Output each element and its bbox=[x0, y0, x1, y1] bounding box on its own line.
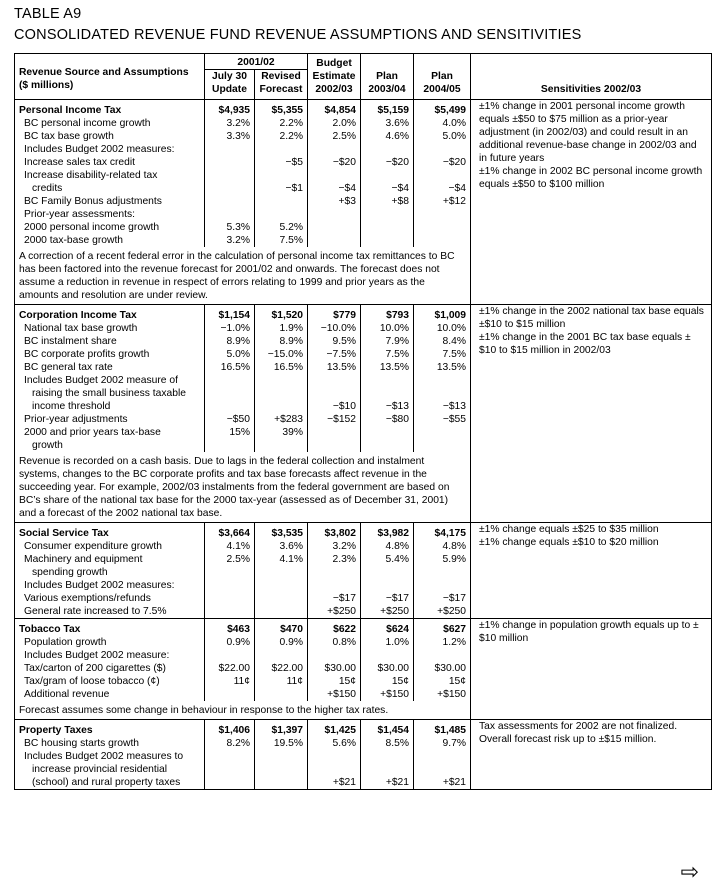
row-label: increase provincial residential bbox=[15, 763, 205, 776]
row-value-revised: 19.5% bbox=[255, 737, 308, 750]
row-value-plan-2004 bbox=[414, 221, 471, 234]
row-value-budget: 9.5% bbox=[308, 335, 361, 348]
row-value-budget: $30.00 bbox=[308, 662, 361, 675]
row-value-july30: −1.0% bbox=[205, 322, 255, 335]
row-label: Tax/gram of loose tobacco (¢) bbox=[15, 675, 205, 688]
table-body bbox=[15, 100, 712, 790]
row-value-july30 bbox=[205, 566, 255, 579]
row-value-revised bbox=[255, 776, 308, 790]
row-value-plan-2003: 7.9% bbox=[361, 335, 414, 348]
row-label: Increase sales tax credit bbox=[15, 156, 205, 169]
section-total-plan-2003: $3,982 bbox=[361, 527, 414, 540]
row-value-revised: −$5 bbox=[255, 156, 308, 169]
sensitivity-text: ±1% change in 2001 personal income growth equals ±$50 to $75 million as a prior-year adjustment (in 2002/03) and could result in an additional revenue-base change in 2002/03 and in future years ±1% change in 2002 BC personal income growth equals ±$50 to $100 million bbox=[471, 100, 712, 305]
row-value-revised bbox=[255, 579, 308, 592]
section-note: Forecast assumes some change in behaviour in response to the higher tax rates. bbox=[15, 701, 471, 720]
row-value-plan-2004 bbox=[414, 763, 471, 776]
header-plan-2004: Plan 2004/05 bbox=[414, 54, 471, 100]
row-value-plan-2004: −$55 bbox=[414, 413, 471, 426]
section-total-plan-2003: $5,159 bbox=[361, 104, 414, 117]
row-value-plan-2004: 9.7% bbox=[414, 737, 471, 750]
row-value-revised bbox=[255, 592, 308, 605]
row-value-plan-2004: 13.5% bbox=[414, 361, 471, 374]
row-value-budget bbox=[308, 579, 361, 592]
row-value-plan-2003 bbox=[361, 208, 414, 221]
next-page-arrow-icon[interactable]: ⇨ bbox=[680, 859, 699, 884]
row-value-budget: +$250 bbox=[308, 605, 361, 619]
row-value-revised bbox=[255, 605, 308, 619]
section-total-budget: $622 bbox=[308, 623, 361, 636]
row-value-revised: 8.9% bbox=[255, 335, 308, 348]
row-value-budget: 3.2% bbox=[308, 540, 361, 553]
row-value-plan-2003: 7.5% bbox=[361, 348, 414, 361]
row-value-revised bbox=[255, 439, 308, 452]
row-value-july30: 15% bbox=[205, 426, 255, 439]
row-label: Various exemptions/refunds bbox=[15, 592, 205, 605]
row-value-budget bbox=[308, 566, 361, 579]
row-value-plan-2003: +$8 bbox=[361, 195, 414, 208]
row-value-budget: 13.5% bbox=[308, 361, 361, 374]
row-label: Includes Budget 2002 measures: bbox=[15, 143, 205, 156]
section-total-revised: $1,397 bbox=[255, 724, 308, 737]
row-value-plan-2003 bbox=[361, 439, 414, 452]
section-total-budget: $1,425 bbox=[308, 724, 361, 737]
row-value-plan-2003: +$21 bbox=[361, 776, 414, 790]
row-value-budget bbox=[308, 234, 361, 247]
row-value-plan-2003: 10.0% bbox=[361, 322, 414, 335]
row-value-july30 bbox=[205, 439, 255, 452]
row-value-plan-2003 bbox=[361, 750, 414, 763]
row-value-budget: +$3 bbox=[308, 195, 361, 208]
row-value-budget bbox=[308, 750, 361, 763]
row-label: BC tax base growth bbox=[15, 130, 205, 143]
row-value-plan-2003: −$80 bbox=[361, 413, 414, 426]
row-value-revised: 39% bbox=[255, 426, 308, 439]
row-value-plan-2004 bbox=[414, 649, 471, 662]
row-value-july30 bbox=[205, 592, 255, 605]
row-value-plan-2004 bbox=[414, 750, 471, 763]
row-value-revised bbox=[255, 169, 308, 182]
row-value-plan-2004: +$250 bbox=[414, 605, 471, 619]
row-value-plan-2004: +$150 bbox=[414, 688, 471, 701]
row-value-plan-2003 bbox=[361, 387, 414, 400]
revenue-table bbox=[14, 53, 712, 790]
row-value-plan-2004: −$13 bbox=[414, 400, 471, 413]
row-value-revised: 5.2% bbox=[255, 221, 308, 234]
row-value-budget: 2.5% bbox=[308, 130, 361, 143]
row-value-plan-2004: $30.00 bbox=[414, 662, 471, 675]
row-value-plan-2003 bbox=[361, 566, 414, 579]
row-label: Machinery and equipment bbox=[15, 553, 205, 566]
row-value-budget bbox=[308, 387, 361, 400]
row-value-budget: 15¢ bbox=[308, 675, 361, 688]
row-value-plan-2003: 3.6% bbox=[361, 117, 414, 130]
row-value-july30 bbox=[205, 143, 255, 156]
row-value-plan-2004: −$20 bbox=[414, 156, 471, 169]
row-value-july30 bbox=[205, 750, 255, 763]
header-sensitivities: Sensitivities 2002/03 bbox=[471, 54, 712, 100]
row-value-revised bbox=[255, 387, 308, 400]
row-value-july30: −$50 bbox=[205, 413, 255, 426]
row-label: BC instalment share bbox=[15, 335, 205, 348]
section-total-july30: $1,406 bbox=[205, 724, 255, 737]
section-total-plan-2004: $1,485 bbox=[414, 724, 471, 737]
row-value-plan-2003 bbox=[361, 169, 414, 182]
row-label: Consumer expenditure growth bbox=[15, 540, 205, 553]
sensitivity-text: ±1% change equals ±$25 to $35 million ±1% change equals ±$10 to $20 million bbox=[471, 523, 712, 619]
row-value-july30: 2.5% bbox=[205, 553, 255, 566]
row-value-revised: −$1 bbox=[255, 182, 308, 195]
row-value-july30: 0.9% bbox=[205, 636, 255, 649]
section-name: Personal Income Tax bbox=[15, 104, 205, 117]
section-total-july30: $3,664 bbox=[205, 527, 255, 540]
section-name: Tobacco Tax bbox=[15, 623, 205, 636]
row-value-plan-2004: −$4 bbox=[414, 182, 471, 195]
section-total-july30: $1,154 bbox=[205, 309, 255, 322]
row-value-plan-2004: 10.0% bbox=[414, 322, 471, 335]
row-value-july30 bbox=[205, 605, 255, 619]
row-value-plan-2004 bbox=[414, 234, 471, 247]
row-value-budget bbox=[308, 439, 361, 452]
row-value-plan-2003: −$4 bbox=[361, 182, 414, 195]
section-total-budget: $4,854 bbox=[308, 104, 361, 117]
header-2001-group: 2001/02 bbox=[205, 54, 308, 70]
row-value-july30 bbox=[205, 195, 255, 208]
row-value-budget bbox=[308, 374, 361, 387]
sensitivity-text: ±1% change in population growth equals up to ±$10 million bbox=[471, 619, 712, 720]
row-label: Population growth bbox=[15, 636, 205, 649]
row-value-revised bbox=[255, 566, 308, 579]
row-value-revised: $22.00 bbox=[255, 662, 308, 675]
row-value-july30: 11¢ bbox=[205, 675, 255, 688]
row-value-revised bbox=[255, 750, 308, 763]
row-value-revised bbox=[255, 195, 308, 208]
section-total-budget: $3,802 bbox=[308, 527, 361, 540]
sensitivity-text: ±1% change in the 2002 national tax base equals ±$10 to $15 million ±1% change in the 2001 BC tax base equals ±$10 to $15 million in 2002/03 bbox=[471, 305, 712, 523]
row-value-budget: 2.0% bbox=[308, 117, 361, 130]
row-value-july30 bbox=[205, 374, 255, 387]
row-value-revised bbox=[255, 688, 308, 701]
row-value-plan-2004 bbox=[414, 426, 471, 439]
row-value-plan-2003: 8.5% bbox=[361, 737, 414, 750]
row-value-revised: 1.9% bbox=[255, 322, 308, 335]
section-total-july30: $4,935 bbox=[205, 104, 255, 117]
row-value-revised bbox=[255, 143, 308, 156]
row-value-july30: 16.5% bbox=[205, 361, 255, 374]
row-value-plan-2003: +$250 bbox=[361, 605, 414, 619]
row-label: Increase disability-related tax bbox=[15, 169, 205, 182]
row-label: income threshold bbox=[15, 400, 205, 413]
section-total-plan-2004: $5,499 bbox=[414, 104, 471, 117]
section-total-july30: $463 bbox=[205, 623, 255, 636]
row-value-plan-2004: 5.0% bbox=[414, 130, 471, 143]
row-value-plan-2003 bbox=[361, 143, 414, 156]
row-value-revised: 16.5% bbox=[255, 361, 308, 374]
section-total-budget: $779 bbox=[308, 309, 361, 322]
row-value-july30 bbox=[205, 763, 255, 776]
row-value-plan-2003: 4.8% bbox=[361, 540, 414, 553]
row-label: Includes Budget 2002 measure: bbox=[15, 649, 205, 662]
row-value-budget bbox=[308, 221, 361, 234]
row-value-plan-2003: −$13 bbox=[361, 400, 414, 413]
row-value-plan-2004 bbox=[414, 169, 471, 182]
row-value-revised: 3.6% bbox=[255, 540, 308, 553]
row-value-plan-2004: 7.5% bbox=[414, 348, 471, 361]
row-value-budget: −$152 bbox=[308, 413, 361, 426]
row-value-budget: +$21 bbox=[308, 776, 361, 790]
row-value-revised bbox=[255, 649, 308, 662]
row-label: 2000 tax-base growth bbox=[15, 234, 205, 247]
row-value-plan-2003 bbox=[361, 221, 414, 234]
row-value-budget bbox=[308, 649, 361, 662]
row-value-plan-2003: 1.0% bbox=[361, 636, 414, 649]
row-value-july30 bbox=[205, 182, 255, 195]
section-total-revised: $1,520 bbox=[255, 309, 308, 322]
row-value-july30: 5.0% bbox=[205, 348, 255, 361]
row-value-budget: 0.8% bbox=[308, 636, 361, 649]
row-value-budget: −$10 bbox=[308, 400, 361, 413]
header-budget: Budget Estimate 2002/03 bbox=[308, 54, 361, 100]
row-label: Prior-year assessments: bbox=[15, 208, 205, 221]
row-value-july30 bbox=[205, 776, 255, 790]
row-value-budget: −$20 bbox=[308, 156, 361, 169]
row-value-plan-2003 bbox=[361, 763, 414, 776]
row-value-budget: 2.3% bbox=[308, 553, 361, 566]
row-value-july30: 3.2% bbox=[205, 117, 255, 130]
row-value-revised bbox=[255, 763, 308, 776]
row-value-july30: 4.1% bbox=[205, 540, 255, 553]
row-value-plan-2003: 13.5% bbox=[361, 361, 414, 374]
row-value-july30: 3.3% bbox=[205, 130, 255, 143]
row-value-revised: 2.2% bbox=[255, 117, 308, 130]
row-value-july30: 5.3% bbox=[205, 221, 255, 234]
row-value-plan-2004: 15¢ bbox=[414, 675, 471, 688]
row-label: credits bbox=[15, 182, 205, 195]
row-value-plan-2003: −$17 bbox=[361, 592, 414, 605]
row-label: growth bbox=[15, 439, 205, 452]
row-value-plan-2003: 4.6% bbox=[361, 130, 414, 143]
row-value-plan-2004: +$21 bbox=[414, 776, 471, 790]
row-value-budget: 5.6% bbox=[308, 737, 361, 750]
row-value-revised bbox=[255, 374, 308, 387]
row-value-plan-2004: +$12 bbox=[414, 195, 471, 208]
row-value-plan-2004 bbox=[414, 566, 471, 579]
row-value-budget: −$4 bbox=[308, 182, 361, 195]
row-value-budget: −7.5% bbox=[308, 348, 361, 361]
row-value-budget bbox=[308, 169, 361, 182]
sensitivity-text: Tax assessments for 2002 are not finalized. Overall forecast risk up to ±$15 million. bbox=[471, 720, 712, 790]
row-value-july30 bbox=[205, 688, 255, 701]
section-total-plan-2004: $627 bbox=[414, 623, 471, 636]
row-value-july30: 3.2% bbox=[205, 234, 255, 247]
header-july30: July 30 Update bbox=[205, 70, 255, 100]
row-value-july30 bbox=[205, 169, 255, 182]
row-label: National tax base growth bbox=[15, 322, 205, 335]
row-value-budget bbox=[308, 763, 361, 776]
row-value-revised bbox=[255, 208, 308, 221]
row-label: (school) and rural property taxes bbox=[15, 776, 205, 790]
section-name: Corporation Income Tax bbox=[15, 309, 205, 322]
row-value-revised: 0.9% bbox=[255, 636, 308, 649]
table-title: CONSOLIDATED REVENUE FUND REVENUE ASSUMPTIONS AND SENSITIVITIES bbox=[14, 27, 582, 43]
row-value-budget bbox=[308, 208, 361, 221]
header-source: Revenue Source and Assumptions ($ millions) bbox=[15, 54, 205, 100]
row-value-plan-2004 bbox=[414, 439, 471, 452]
row-value-plan-2003 bbox=[361, 234, 414, 247]
section-total-revised: $3,535 bbox=[255, 527, 308, 540]
row-value-revised: 11¢ bbox=[255, 675, 308, 688]
row-value-july30 bbox=[205, 579, 255, 592]
row-value-plan-2003 bbox=[361, 649, 414, 662]
row-value-plan-2004: 4.8% bbox=[414, 540, 471, 553]
row-value-july30 bbox=[205, 400, 255, 413]
row-value-plan-2003: $30.00 bbox=[361, 662, 414, 675]
row-label: BC housing starts growth bbox=[15, 737, 205, 750]
section-total-plan-2003: $793 bbox=[361, 309, 414, 322]
row-value-budget: +$150 bbox=[308, 688, 361, 701]
row-value-july30 bbox=[205, 208, 255, 221]
row-value-revised: 7.5% bbox=[255, 234, 308, 247]
row-value-plan-2003: −$20 bbox=[361, 156, 414, 169]
row-value-plan-2003 bbox=[361, 579, 414, 592]
section-total-plan-2004: $1,009 bbox=[414, 309, 471, 322]
section-note: Revenue is recorded on a cash basis. Due to lags in the federal collection and instalment systems, changes to the BC corporate profits and tax base forecasts affect revenue in the succeeding year. For example, 2002/03 instalments from the federal government are based on BC’s share of the national tax base for the 2000 tax-year (assessed as of December 31, 2001) and a forecast of the 2002 national tax base. bbox=[15, 452, 471, 523]
row-label: BC personal income growth bbox=[15, 117, 205, 130]
row-value-revised: +$283 bbox=[255, 413, 308, 426]
row-value-plan-2004: 5.9% bbox=[414, 553, 471, 566]
row-label: Tax/carton of 200 cigarettes ($) bbox=[15, 662, 205, 675]
row-value-revised bbox=[255, 400, 308, 413]
section-total-plan-2003: $1,454 bbox=[361, 724, 414, 737]
row-value-plan-2004: −$17 bbox=[414, 592, 471, 605]
row-value-july30: 8.9% bbox=[205, 335, 255, 348]
row-value-revised: 2.2% bbox=[255, 130, 308, 143]
row-value-plan-2004: 4.0% bbox=[414, 117, 471, 130]
row-value-revised: 4.1% bbox=[255, 553, 308, 566]
section-total-revised: $5,355 bbox=[255, 104, 308, 117]
row-label: General rate increased to 7.5% bbox=[15, 605, 205, 619]
header-plan-2003: Plan 2003/04 bbox=[361, 54, 414, 100]
section-total-revised: $470 bbox=[255, 623, 308, 636]
row-value-plan-2003: 5.4% bbox=[361, 553, 414, 566]
row-value-july30: 8.2% bbox=[205, 737, 255, 750]
row-label: Includes Budget 2002 measures to bbox=[15, 750, 205, 763]
row-value-plan-2004 bbox=[414, 579, 471, 592]
row-value-plan-2004 bbox=[414, 208, 471, 221]
row-value-budget: −10.0% bbox=[308, 322, 361, 335]
section-note: A correction of a recent federal error in the calculation of personal income tax remittances to BC has been factored into the revenue forecast for 2001/02 and onwards. The forecast does not assume a reduction in revenue in respect of errors relating to 1999 and prior years as the amounts and resolution are under review. bbox=[15, 247, 471, 305]
row-label: BC general tax rate bbox=[15, 361, 205, 374]
row-value-budget bbox=[308, 143, 361, 156]
row-label: raising the small business taxable bbox=[15, 387, 205, 400]
header-revised: Revised Forecast bbox=[255, 70, 308, 100]
row-value-july30 bbox=[205, 649, 255, 662]
row-label: Includes Budget 2002 measure of bbox=[15, 374, 205, 387]
row-value-budget bbox=[308, 426, 361, 439]
table-number: TABLE A9 bbox=[14, 6, 82, 22]
row-value-plan-2004 bbox=[414, 387, 471, 400]
row-label: 2000 and prior years tax-base bbox=[15, 426, 205, 439]
row-label: Additional revenue bbox=[15, 688, 205, 701]
row-value-plan-2004: 1.2% bbox=[414, 636, 471, 649]
row-label: Prior-year adjustments bbox=[15, 413, 205, 426]
row-value-budget: −$17 bbox=[308, 592, 361, 605]
row-label: BC corporate profits growth bbox=[15, 348, 205, 361]
row-value-revised: −15.0% bbox=[255, 348, 308, 361]
row-label: 2000 personal income growth bbox=[15, 221, 205, 234]
section-name: Property Taxes bbox=[15, 724, 205, 737]
row-label: spending growth bbox=[15, 566, 205, 579]
row-label: BC Family Bonus adjustments bbox=[15, 195, 205, 208]
section-name: Social Service Tax bbox=[15, 527, 205, 540]
row-value-plan-2003: 15¢ bbox=[361, 675, 414, 688]
row-value-july30 bbox=[205, 156, 255, 169]
row-value-july30 bbox=[205, 387, 255, 400]
section-total-plan-2003: $624 bbox=[361, 623, 414, 636]
row-label: Includes Budget 2002 measures: bbox=[15, 579, 205, 592]
row-value-plan-2003: +$150 bbox=[361, 688, 414, 701]
section-total-plan-2004: $4,175 bbox=[414, 527, 471, 540]
row-value-plan-2003 bbox=[361, 374, 414, 387]
row-value-july30: $22.00 bbox=[205, 662, 255, 675]
row-value-plan-2004 bbox=[414, 143, 471, 156]
row-value-plan-2003 bbox=[361, 426, 414, 439]
row-value-plan-2004 bbox=[414, 374, 471, 387]
row-value-plan-2004: 8.4% bbox=[414, 335, 471, 348]
